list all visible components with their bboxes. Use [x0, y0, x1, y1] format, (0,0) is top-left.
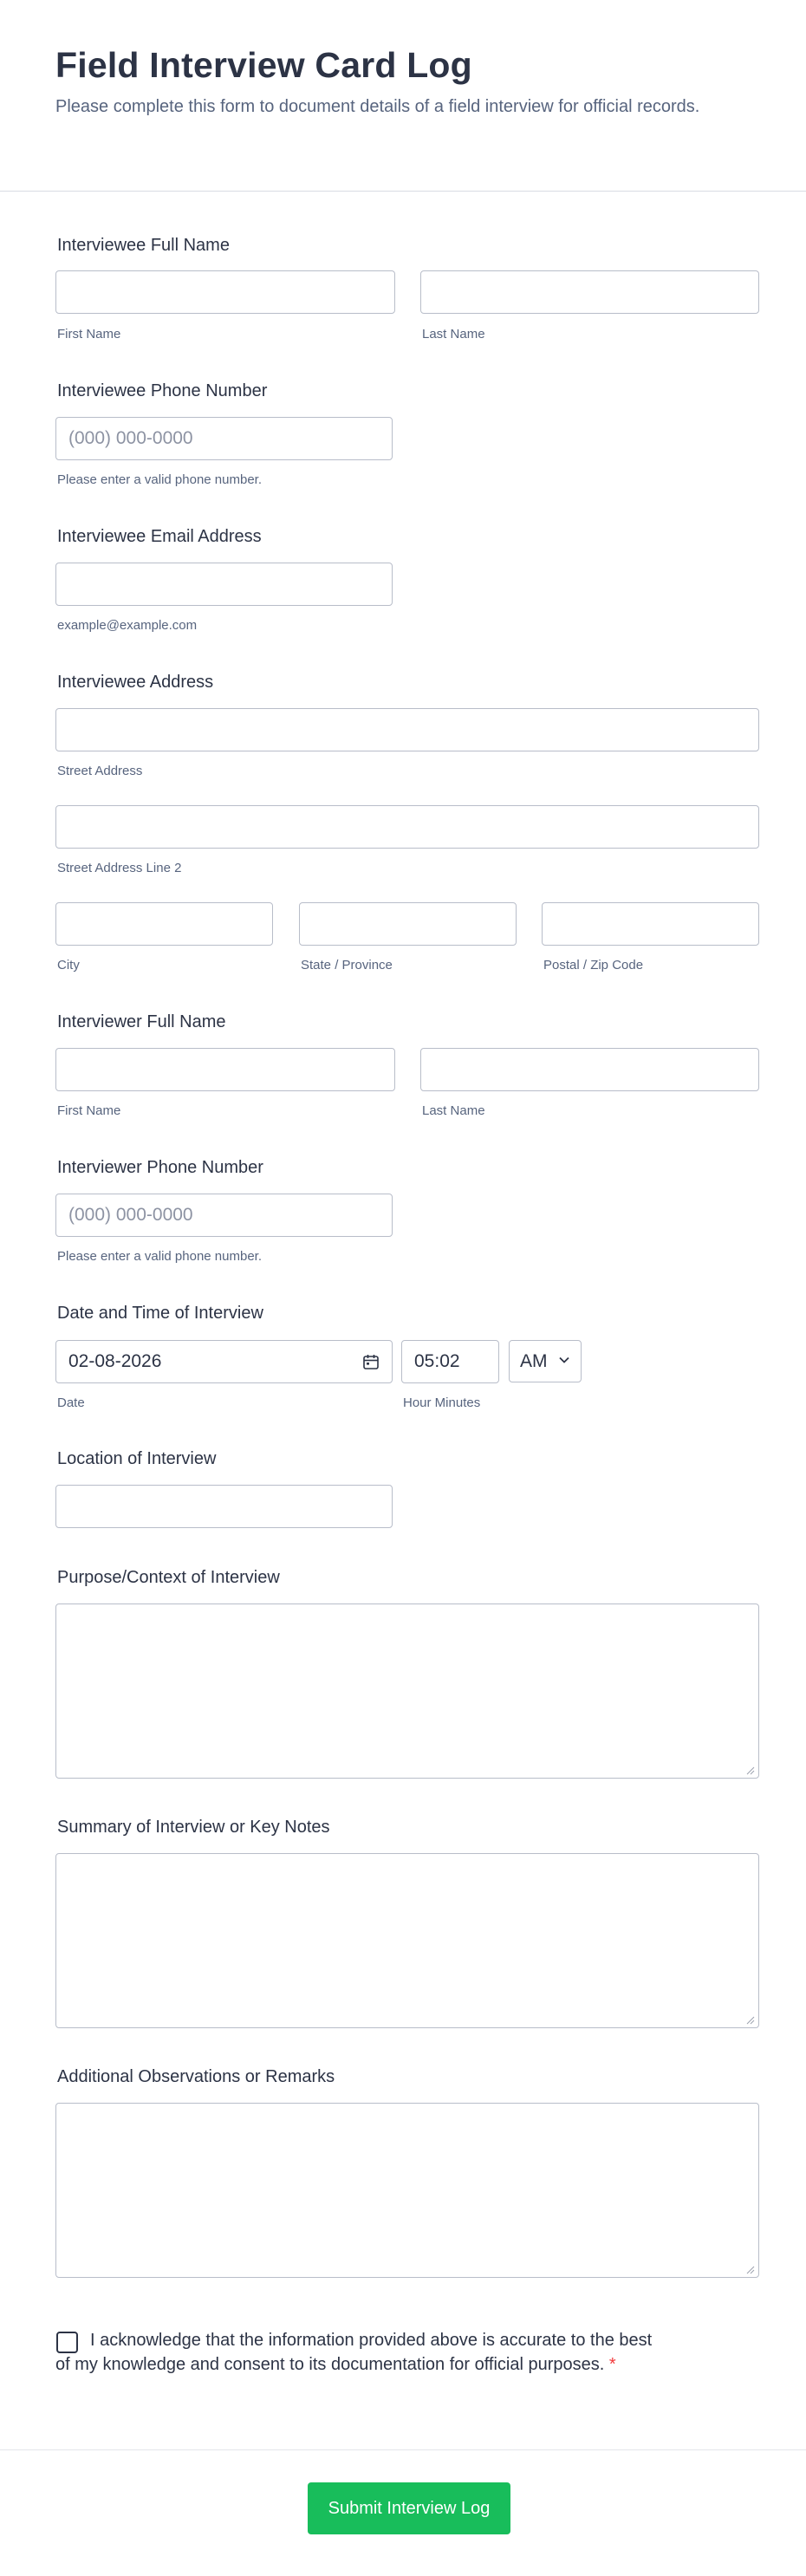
- interviewee-last-name-sublabel: Last Name: [422, 327, 485, 342]
- time-input[interactable]: [401, 1340, 499, 1383]
- interviewee-email-input[interactable]: [55, 563, 393, 606]
- date-input[interactable]: [55, 1340, 393, 1383]
- interviewer-phone-hint: Please enter a valid phone number.: [57, 1249, 262, 1264]
- observations-label: Additional Observations or Remarks: [57, 2067, 335, 2086]
- location-label: Location of Interview: [57, 1449, 217, 1468]
- interviewee-address-label: Interviewee Address: [57, 673, 214, 692]
- date-sublabel: Date: [57, 1395, 85, 1410]
- state-province-sublabel: State / Province: [301, 958, 393, 973]
- city-input[interactable]: [55, 902, 273, 946]
- street-address-sublabel: Street Address: [57, 764, 143, 778]
- ampm-select[interactable]: [509, 1340, 582, 1382]
- summary-textarea[interactable]: [55, 1853, 759, 2028]
- ampm-value: AM: [520, 1351, 548, 1371]
- observations-textarea[interactable]: [55, 2103, 759, 2278]
- interviewer-last-name-sublabel: Last Name: [422, 1103, 485, 1118]
- datetime-label: Date and Time of Interview: [57, 1304, 263, 1323]
- interviewer-phone-input[interactable]: [55, 1194, 393, 1237]
- form-title: Field Interview Card Log: [55, 45, 472, 85]
- resize-handle-icon[interactable]: [746, 2266, 755, 2274]
- interviewer-first-name-sublabel: First Name: [57, 1103, 121, 1118]
- location-input[interactable]: [55, 1485, 393, 1528]
- interviewee-first-name-input[interactable]: [55, 270, 395, 314]
- required-mark: *: [608, 2355, 616, 2374]
- resize-handle-icon[interactable]: [746, 2016, 755, 2025]
- interviewer-phone-label: Interviewer Phone Number: [57, 1158, 263, 1177]
- interviewee-name-label: Interviewee Full Name: [57, 236, 230, 255]
- form-header: [0, 0, 806, 192]
- postal-zip-sublabel: Postal / Zip Code: [543, 958, 644, 973]
- interviewer-last-name-input[interactable]: [420, 1048, 759, 1091]
- street-address-input[interactable]: [55, 708, 759, 751]
- purpose-label: Purpose/Context of Interview: [57, 1568, 280, 1587]
- state-province-input[interactable]: [299, 902, 517, 946]
- interviewer-first-name-input[interactable]: [55, 1048, 395, 1091]
- interviewee-first-name-sublabel: First Name: [57, 327, 121, 342]
- interviewee-phone-input[interactable]: [55, 417, 393, 460]
- consent-label: I acknowledge that the information provided above is accurate to the best of my knowledge and consent to its documentation for official purposes.: [55, 2331, 653, 2374]
- city-sublabel: City: [57, 958, 80, 973]
- interviewee-last-name-input[interactable]: [420, 270, 759, 314]
- interviewee-email-label: Interviewee Email Address: [57, 527, 262, 546]
- postal-zip-input[interactable]: [542, 902, 759, 946]
- calendar-icon[interactable]: [362, 1353, 380, 1370]
- interviewer-name-label: Interviewer Full Name: [57, 1012, 226, 1031]
- submit-button[interactable]: Submit Interview Log: [308, 2482, 510, 2534]
- footer-divider: [0, 2449, 806, 2450]
- street-address-line2-input[interactable]: [55, 805, 759, 849]
- interviewee-email-hint: example@example.com: [57, 618, 198, 633]
- purpose-textarea[interactable]: [55, 1603, 759, 1779]
- interviewee-phone-label: Interviewee Phone Number: [57, 381, 268, 400]
- interviewee-phone-hint: Please enter a valid phone number.: [57, 472, 262, 487]
- form-subtitle: Please complete this form to document details of a field interview for official records.: [55, 97, 700, 116]
- street-address-line2-sublabel: Street Address Line 2: [57, 861, 182, 875]
- consent-text: [55, 2328, 662, 2377]
- resize-handle-icon[interactable]: [746, 1766, 755, 1775]
- time-sublabel: Hour Minutes: [403, 1395, 481, 1410]
- chevron-down-icon: [558, 1354, 570, 1366]
- summary-label: Summary of Interview or Key Notes: [57, 1818, 330, 1837]
